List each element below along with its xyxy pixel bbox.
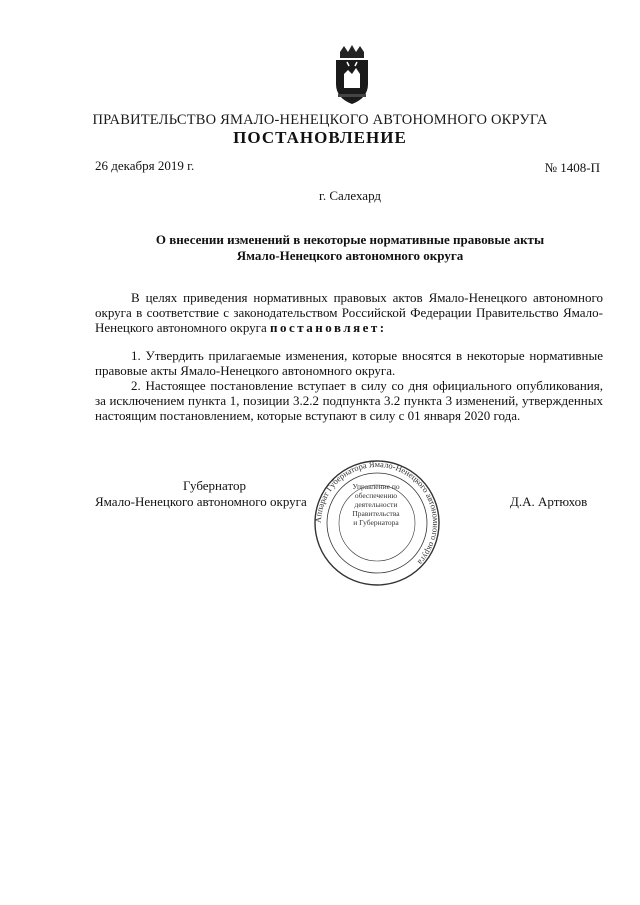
stamp-line: обеспечению	[354, 491, 398, 500]
stamp-line: Управление по	[352, 482, 400, 491]
document-subject	[60, 232, 640, 264]
stamp-line: деятельности	[354, 500, 398, 509]
stamp-ring-text: Аппарат Губернатора Ямало-Ненецкого автономного округа	[312, 458, 442, 568]
decree-word: постановляет:	[270, 320, 387, 335]
subject-line-2: Ямало-Ненецкого автономного округа	[236, 248, 464, 263]
item-1-paragraph	[95, 348, 603, 378]
signatory-title: Губернатор	[183, 478, 246, 493]
document-type-title: ПОСТАНОВЛЕНИЕ	[233, 128, 407, 147]
coat-of-arms-emblem	[330, 44, 374, 106]
item-2-text: 2. Настоящее постановление вступает в силу со дня официального опубликования, за исключением пункта 1, позиции 3.2.2 подпункта 3.2 пункта 3 изменений, утвержденных настоящим постановлением, которые вступают в силу с 01 января 2020 года.	[95, 378, 603, 423]
government-heading: ПРАВИТЕЛЬСТВО ЯМАЛО-НЕНЕЦКОГО АВТОНОМНОГО ОКРУГА	[92, 112, 548, 128]
preamble-paragraph	[95, 290, 603, 335]
stamp-line: Правительства	[352, 509, 400, 518]
signatory-name: Д.А. Артюхов	[510, 494, 588, 509]
preamble-text: В целях приведения нормативных правовых актов Ямало-Ненецкого автономного округа в соответствие с законодательством Российской Федерации Правительство Ямало-Ненецкого автономного округа	[95, 290, 603, 335]
item-2-paragraph	[95, 378, 603, 423]
document-number: № 1408-П	[544, 160, 600, 175]
stamp-inner-text	[343, 482, 409, 527]
signatory-region: Ямало-Ненецкого автономного округа	[95, 494, 307, 509]
document-city: г. Салехард	[318, 188, 382, 203]
subject-line-1: О внесении изменений в некоторые нормативные правовые акты	[155, 232, 545, 247]
stamp-line: и Губернатора	[353, 518, 399, 527]
item-1-text: 1. Утвердить прилагаемые изменения, которые вносятся в некоторые нормативные правовые акты Ямало-Ненецкого автономного округа.	[95, 348, 603, 378]
document-date: 26 декабря 2019 г.	[95, 158, 195, 173]
